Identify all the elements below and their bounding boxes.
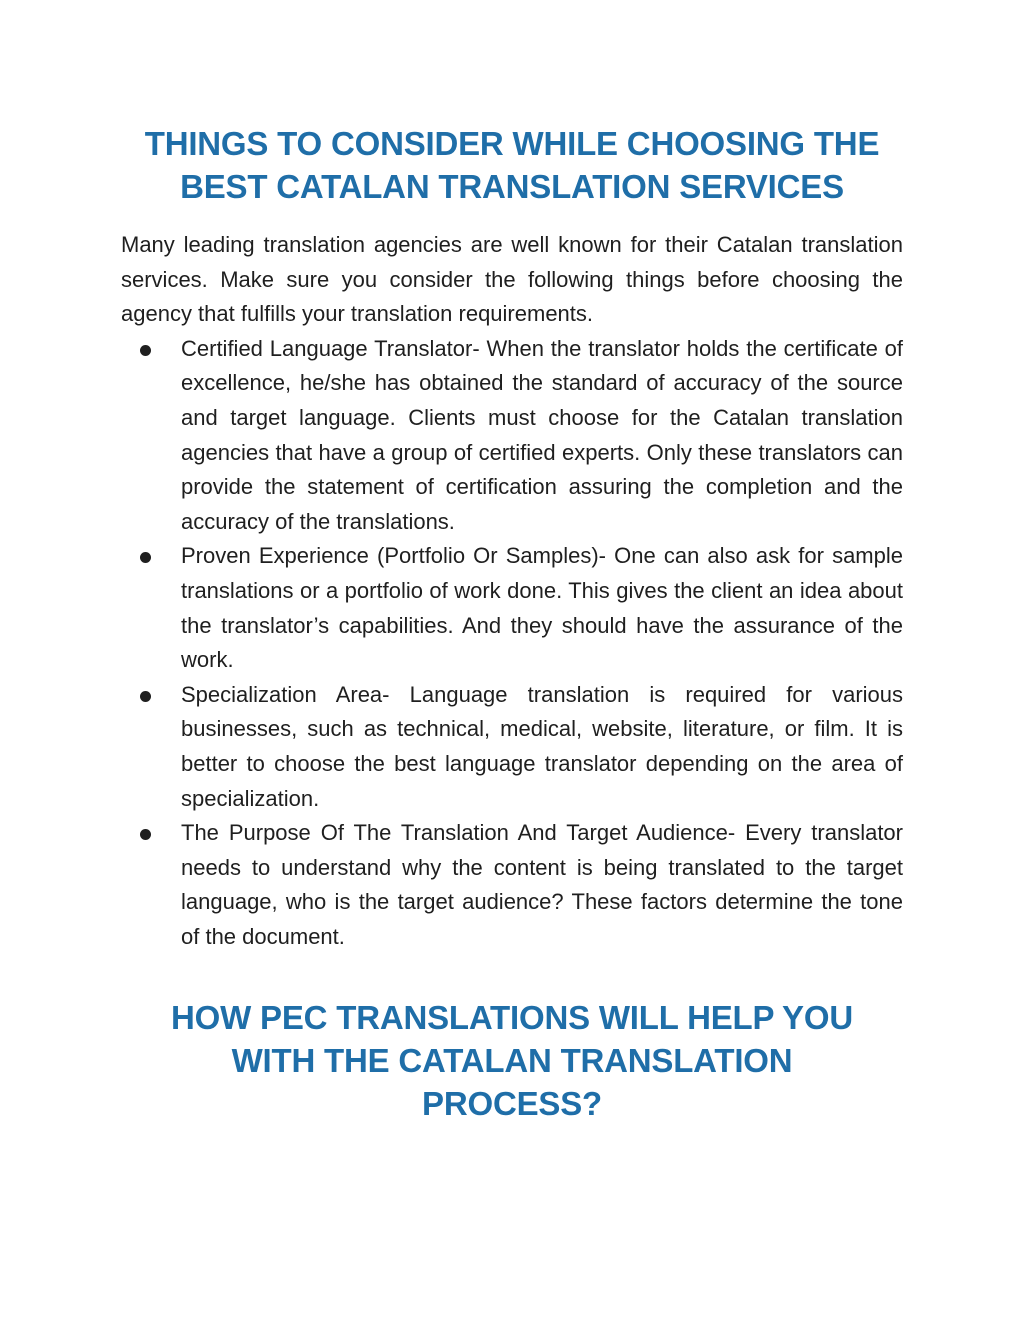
list-item-text: Certified Language Translator- When the translator holds the certificate of excellence, he/she has obtained the standard of accuracy of the source and target language. Clients must choose for the Catalan translation agencies that have a group of certified experts. Only these translators can provide the statement of certification assuring the completion and the accuracy of the translations. xyxy=(181,335,903,534)
bullet-icon xyxy=(140,552,151,563)
intro-paragraph: Many leading translation agencies are well known for their Catalan translation services. Make sure you consider the following things before choosing the agency that fulfills your translation requirements. xyxy=(121,232,903,327)
section-heading-things-to-consider xyxy=(121,122,903,208)
considerations-list xyxy=(121,332,903,955)
list-item-text: Specialization Area- Language translation is required for various businesses, such as technical, medical, website, literature, or film. It is better to choose the best language translator depending on the area of specialization. xyxy=(181,681,903,811)
heading-line: WITH THE CATALAN TRANSLATION xyxy=(231,1042,793,1080)
list-item-specialization-area xyxy=(181,678,903,816)
bullet-icon xyxy=(140,829,151,840)
list-item-text: The Purpose Of The Translation And Target Audience- Every translator needs to understand why the content is being translated to the target language, who is the target audience? These factors determine the tone of the document. xyxy=(181,820,903,949)
list-item-text: Proven Experience (Portfolio Or Samples)- One can also ask for sample translations or a portfolio of work done. This gives the client an idea about the translator’s capabilities. And they should have the assurance of the work. xyxy=(181,543,903,673)
bullet-icon xyxy=(140,345,151,356)
heading-line: THINGS TO CONSIDER WHILE CHOOSING THE xyxy=(144,125,880,162)
heading-line: PROCESS? xyxy=(422,1085,602,1123)
list-item-proven-experience xyxy=(181,539,903,677)
list-item-certified-translator xyxy=(181,332,903,540)
heading-line: BEST CATALAN TRANSLATION SERVICES xyxy=(180,168,844,205)
list-item-purpose-audience xyxy=(181,816,903,954)
heading-line: HOW PEC TRANSLATIONS WILL HELP YOU xyxy=(171,999,853,1037)
bullet-icon xyxy=(140,691,151,702)
document-page xyxy=(121,122,903,1125)
section-heading-how-pec-helps xyxy=(121,996,903,1125)
